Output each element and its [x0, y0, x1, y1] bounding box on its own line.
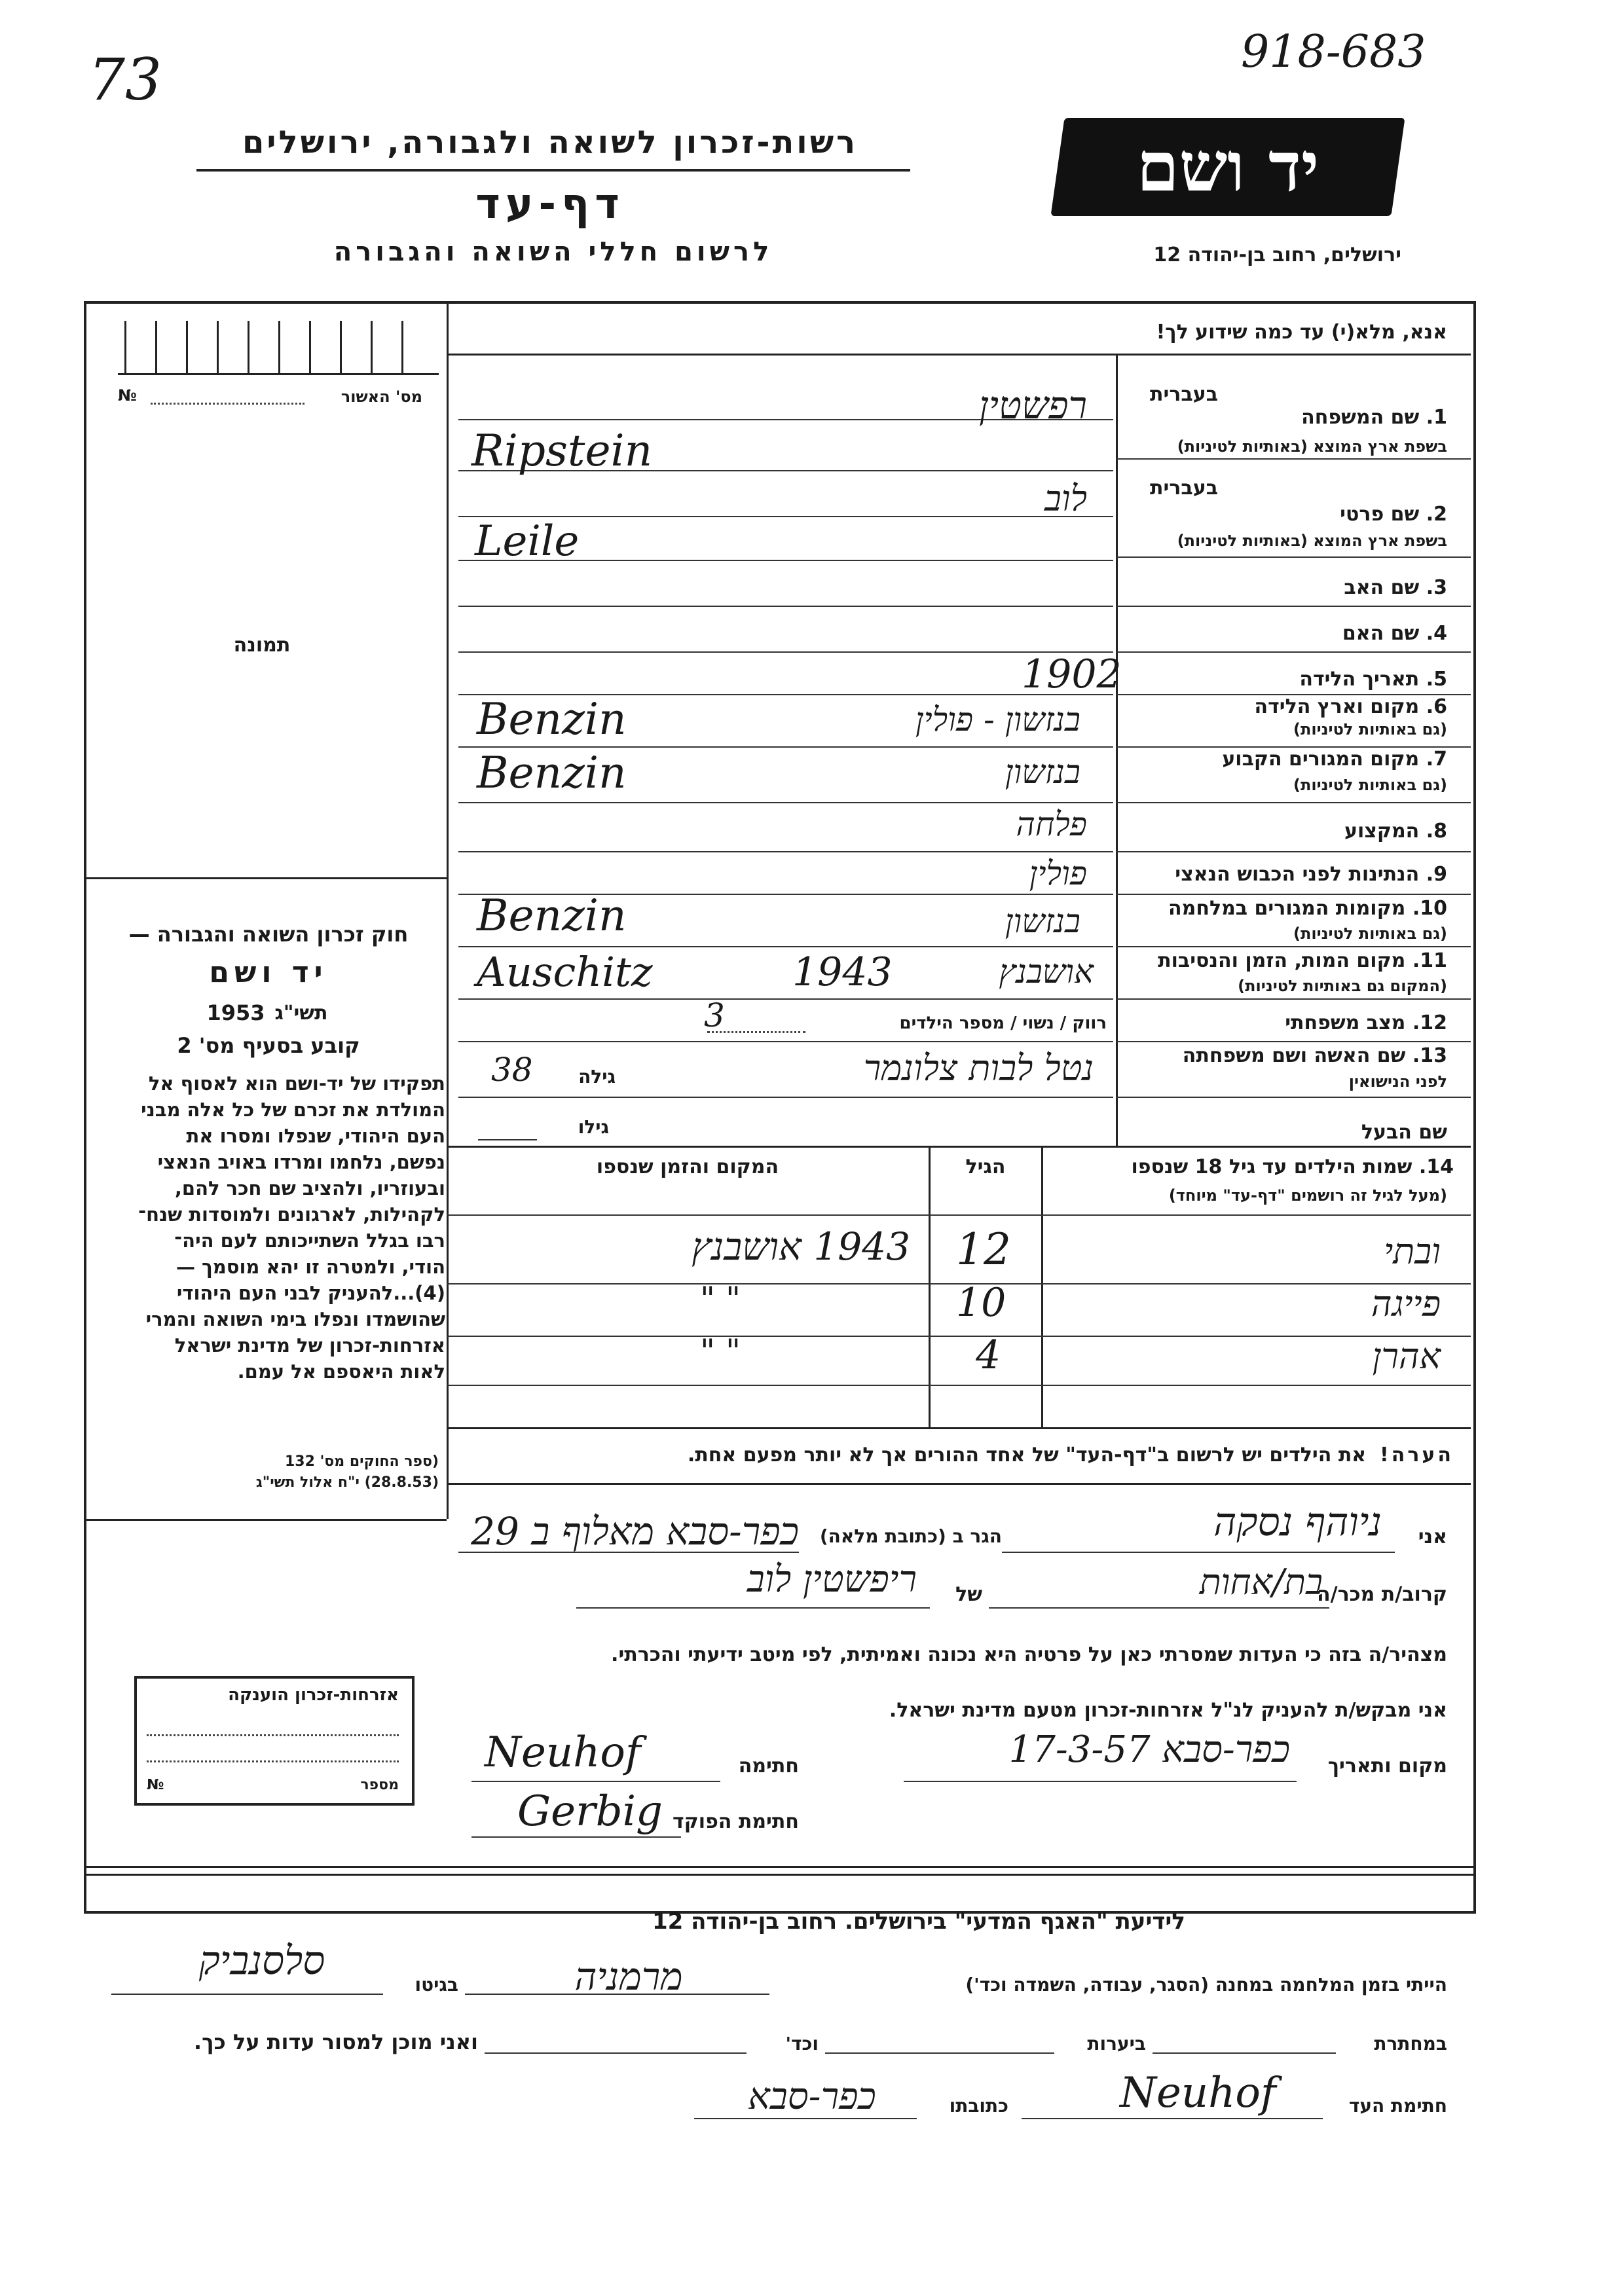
witness-address: כפר-סבא מאלוף ב 29: [471, 1509, 799, 1554]
law-source-1: (ספר החוקים מס' 132: [284, 1453, 439, 1470]
witness-name: ניוהף נסקה: [1213, 1499, 1382, 1545]
row2-label: 2. שם פרטי: [1340, 503, 1447, 526]
death-place-latin: Auschitz: [477, 948, 653, 996]
row11-sub: (המקום גם באותיות לטיניות): [1238, 977, 1447, 995]
bottom-etc: וכד': [785, 2033, 819, 2054]
children-title: 14. שמות הילדים עד גיל 18 שנספו: [1131, 1156, 1454, 1178]
row7-label: 7. מקום המגורים הקבוע: [1222, 748, 1447, 771]
children-col-age: הגיל: [965, 1156, 1006, 1178]
child1-name: ובתי: [1384, 1231, 1441, 1272]
decl-request: אני מבקש/ת להעניק לנ"ל אזרחות-זכרון מטעם מדינת ישראל.: [889, 1699, 1447, 1722]
law-name: יד ושם: [209, 956, 328, 989]
marital-options: רווק / נשוי / מספר הילדים: [899, 1013, 1107, 1033]
bottom-ghetto-label: בגיטו: [415, 1974, 458, 1995]
war-residence-hebrew: בנזשון: [1005, 902, 1080, 940]
approval-no-label: מס' האשור: [341, 388, 422, 406]
please-print: אנא, מלא(י) עד כמה שידוע לך!: [1156, 321, 1447, 344]
row10-latin-note: (גם באותיות לטיניות): [1293, 924, 1447, 943]
husband-age-label: גילו: [578, 1116, 609, 1138]
decl-place-date-label: מקום ותאריך: [1327, 1755, 1447, 1777]
row12-label: 12. מצב משפחתי: [1285, 1011, 1447, 1034]
row6-label: 6. מקום וארץ הלידה: [1254, 695, 1447, 718]
child1-age: 12: [956, 1224, 1011, 1275]
law-source-2: (28.8.53) י"ח אלול תשי"ג: [255, 1474, 439, 1491]
citizenship: פולין: [1029, 854, 1087, 892]
decl-relative-label: קרוב/ת מכר/ה: [1317, 1583, 1447, 1606]
decl-official-label: חתימת הפוקד: [673, 1810, 799, 1833]
decl-i-label: אני: [1418, 1525, 1447, 1548]
profession: פלחה: [1016, 805, 1087, 843]
bottom-address-label: כתובתו: [949, 2095, 1008, 2117]
row1-origin-lang: בשפת ארץ המוצא (באותיות לטיניות): [1177, 437, 1447, 456]
row9-label: 9. הנתינות לפני הכבוש הנאצי: [1175, 863, 1447, 886]
decl-of-label: של: [955, 1583, 982, 1606]
residence-latin: Benzin: [477, 748, 627, 798]
death-place-hebrew: אושבנץ: [999, 953, 1094, 991]
death-year: 1943: [792, 949, 893, 995]
approval-no-suffix: №: [118, 386, 137, 405]
child2-place-time: " ": [700, 1280, 741, 1318]
file-number: 918-683: [1241, 26, 1426, 78]
child3-name: אהרן: [1372, 1336, 1441, 1377]
page-number: 73: [88, 46, 162, 113]
row13-label: 13. שם האשה ושם משפחתה: [1182, 1044, 1447, 1067]
children-col-place: המקום והזמן שנספו: [596, 1156, 779, 1178]
war-residence-latin: Benzin: [477, 890, 627, 941]
place-date: כפר-סבא 17-3-57: [1008, 1728, 1290, 1771]
decl-statement: מצהיר/ה בזה כי העדות שמסרתי כאן על פרטיה היא נכונה ואמיתית, לפי מיטב ידיעתי והכרתי.: [611, 1643, 1447, 1666]
bottom-attention: לידיעת "האגף המדעי" בירושלים. רחוב בן-יהודה 12: [652, 1908, 1185, 1935]
wife-age-label: גילה: [578, 1066, 616, 1087]
row11-label: 11. מקום המות, הזמן והנסיבות: [1158, 949, 1447, 972]
child3-age: 4: [976, 1332, 1001, 1378]
bottom-forests: ביערות: [1087, 2033, 1146, 2054]
citizenship-box: [134, 1676, 415, 1806]
official-signature: Gerbig: [517, 1787, 663, 1836]
bottom-ready: ואני מוכן למסור עדות על כך.: [193, 2030, 478, 2054]
law-year: 1953: [206, 1000, 265, 1025]
row13-sub: לפני הנישואין: [1348, 1072, 1447, 1091]
birth-place-latin: Benzin: [477, 694, 627, 744]
law-title: חוק זכרון השואה והגבורה —: [128, 922, 409, 947]
bottom-camp-line: הייתי בזמן המלחמה במחנה (הסגר, עבודה, השמדה וכד'): [965, 1974, 1447, 1995]
law-body: תפקידו של יד-ושם הוא לאסוף אל המולדת את זכרם של כל אלה מבני העם היהודי, שנפלו ומסרו את נפשם, נלחמו ומרדו באויב הנאצי ובעוזריו, ולהציב שם חכר להם, לקהילות, לארגונים ולמוסדות שנח־ רבו בגלל השתייכותם לעם היה־ הודי, ולמטרה זו יהא מוסמך — (4)...להעניק לבני העם היהודי שהושמדו ונפלו בימי השואה והמרי אזרחות-זכרון של מדינת ישראל לאות היאספם אל עמם.: [138, 1072, 445, 1383]
children-note: הערה! את הילדים יש לרשום ב"דף-העד" של אחד ההורים אך לא יותר מפעם אחת.: [687, 1444, 1454, 1467]
decl-signature-label: חתימה: [738, 1755, 799, 1777]
first-name-latin: Leile: [475, 517, 580, 566]
children-subtitle: (מעל לגיל זה רושמים "דף-עד" מיוחד): [1168, 1186, 1447, 1205]
relative-name: ריפשטין לוב: [747, 1558, 917, 1601]
row3-label: 3. שם האב: [1344, 576, 1447, 599]
children-count: 3: [704, 996, 725, 1034]
decl-lives-label: הגר ב (כתובת מלאה): [819, 1525, 1002, 1547]
row4-label: 4. שם האם: [1342, 622, 1447, 645]
yad-vashem-logo: [1050, 118, 1405, 216]
camp-value: מרמניה: [574, 1954, 683, 1999]
form-subtitle: לרשום חללי השואה והגבורה: [333, 237, 773, 267]
citizenship-box-no: מספר: [360, 1777, 399, 1793]
row5-label: 5. תאריך הלידה: [1299, 668, 1447, 691]
approval-ticks: [118, 321, 439, 375]
law-clause: קובע בסעיף מס' 2: [177, 1033, 360, 1058]
row6-latin-note: (גם באותיות לטיניות): [1293, 720, 1447, 738]
row8-label: 8. המקצוע: [1344, 820, 1447, 843]
family-name-hebrew: רפשטין: [979, 383, 1087, 428]
citizenship-box-title: אזרחות-זכרון הוענקה: [228, 1685, 399, 1705]
row1-in-hebrew: בעברית: [1150, 383, 1218, 406]
bottom-witness-signature: Neuhof: [1120, 2069, 1276, 2117]
row2-origin-lang: בשפת ארץ המוצא (באותיות לטיניות): [1177, 532, 1447, 550]
husband-label: שם הבעל: [1361, 1121, 1447, 1144]
row10-label: 10. מקומות המגורים במלחמה: [1168, 897, 1447, 920]
bottom-witness-sig-label: חתימת העד: [1348, 2095, 1447, 2117]
authority-title: רשות-זכרון לשואה ולגבורה, ירושלים: [242, 124, 858, 161]
citizenship-box-suffix: №: [147, 1777, 164, 1793]
logo-text: יד ושם: [1136, 126, 1320, 207]
child2-name: פייגה: [1371, 1283, 1441, 1324]
wife-age: 38: [491, 1051, 533, 1089]
birth-date: 1902: [1022, 651, 1122, 697]
residence-hebrew: בנזשון: [1005, 753, 1080, 791]
row7-latin-note: (גם באותיות לטיניות): [1293, 776, 1447, 794]
birth-place-hebrew: בנזשון - פולין: [915, 701, 1080, 738]
ghetto-value: סלסנביק: [198, 1938, 325, 1984]
child2-age: 10: [956, 1280, 1006, 1326]
row2-in-hebrew: בעברית: [1150, 477, 1218, 500]
first-name-hebrew: לוב: [1044, 478, 1087, 519]
header-address: ירושלים, רחוב בן-יהודה 12: [1153, 244, 1401, 266]
form-title: דף-עד: [475, 180, 625, 228]
wife-name: נטל לבות צלונמר: [863, 1048, 1094, 1089]
bottom-partisans: במחתרת: [1374, 2033, 1447, 2054]
child3-place-time: " ": [700, 1332, 741, 1370]
witness-signature: Neuhof: [485, 1728, 641, 1777]
bottom-address-value: כפר-סבא: [748, 2075, 876, 2118]
law-year-heb: תשי"ג: [274, 1002, 328, 1025]
relation: בת/אחות: [1199, 1561, 1323, 1603]
row1-label: 1. שם המשפחה: [1301, 406, 1447, 429]
photo-label: תמונה: [233, 634, 291, 657]
child1-place-time: 1943 אושבנץ: [692, 1224, 910, 1269]
family-name-latin: Ripstein: [471, 426, 653, 476]
